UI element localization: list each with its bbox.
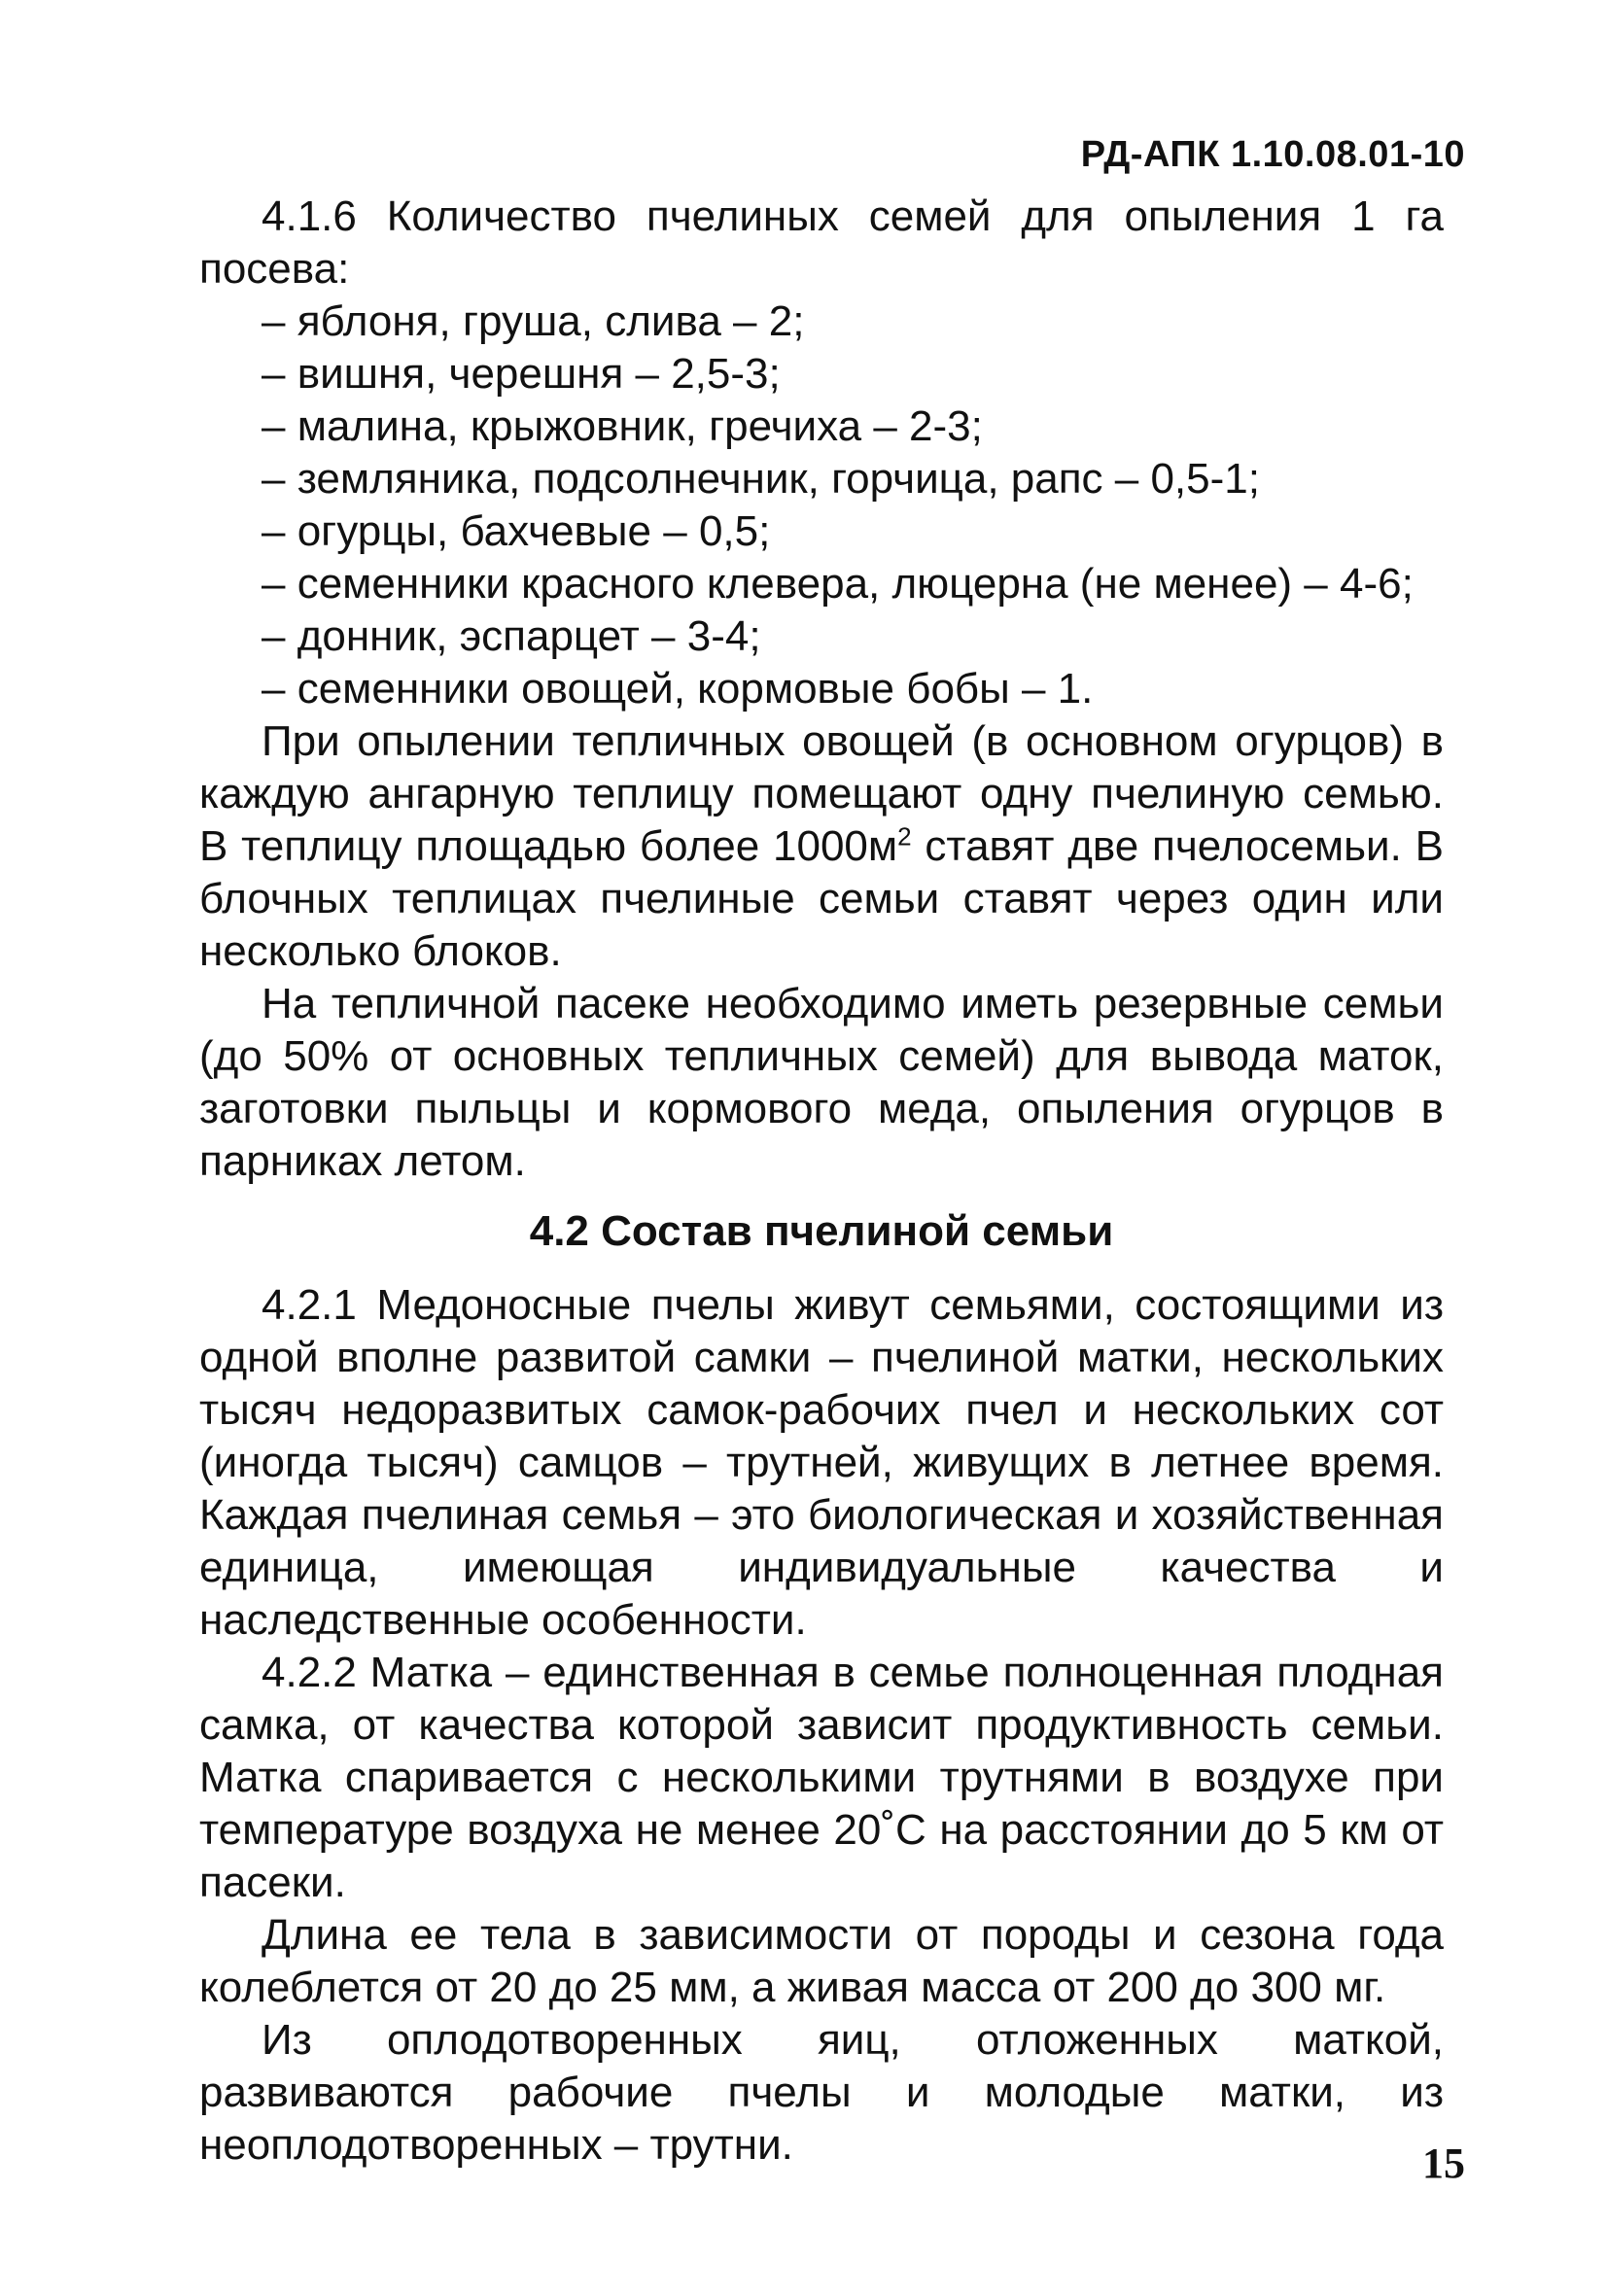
paragraph-body-length: Длина ее тела в зависимости от породы и сезона года колеблется от 20 до 25 мм, а живая масса от 200 до 300 мг. (199, 1911, 1444, 2011)
list-item: – земляника, подсолнечник, горчица, рапс – 0,5-1; (262, 455, 1260, 503)
page-content (199, 191, 1444, 2172)
document-code: РД-АПК 1.10.08.01-10 (1080, 134, 1465, 175)
paragraph-4-2-2: 4.2.2 Матка – единственная в семье полноценная плодная самка, от качества которой зависит продуктивность семьи. Матка спаривается с несколькими трутнями в воздухе при температуре воздуха не менее 20˚С на расстоянии до 5 км от пасеки. (199, 1649, 1444, 1906)
paragraph-4-1-6-intro: 4.1.6 Количество пчелиных семей для опыления 1 га посева: (199, 192, 1444, 293)
greenhouse-text-part1: При опылении тепличных овощей (в основном огурцов) в каждую ангарную теплицу помещают одну пчелиную семью. В теплицу площадью более 1000м (199, 717, 1444, 870)
page-number: 15 (1422, 2139, 1465, 2187)
list-item: – яблоня, груша, слива – 2; (262, 297, 805, 345)
section-heading-4-2: 4.2 Состав пчелиной семьи (529, 1207, 1114, 1255)
paragraph-eggs: Из оплодотворенных яиц, отложенных маткой, развиваются рабочие пчелы и молодые матки, из неоплодотворенных – трутни. (199, 2016, 1444, 2169)
paragraph-4-2-1: 4.2.1 Медоносные пчелы живут семьями, состоящими из одной вполне развитой самки – пчелиной матки, нескольких тысяч недоразвитых самок-рабочих пчел и нескольких сот (иногда тысяч) самцов – трутней, живущих в летнее время. Каждая пчелиная семья – это биологическая и хозяйственная единица, имеющая индивидуальные качества и наследственные особенности. (199, 1281, 1444, 1644)
list-item: – семенники красного клевера, люцерна (не менее) – 4-6; (262, 560, 1414, 608)
paragraph-greenhouse (199, 715, 1444, 978)
list-item: – огурцы, бахчевые – 0,5; (262, 507, 771, 555)
pollination-list (199, 296, 1444, 715)
paragraph-reserve-families: На тепличной пасеке необходимо иметь резервные семьи (до 50% от основных тепличных семей) для вывода маток, заготовки пыльцы и кормового меда, опыления огурцов в парниках летом. (199, 980, 1444, 1185)
list-item: – вишня, черешня – 2,5-3; (262, 350, 781, 398)
superscript-2: 2 (897, 821, 912, 852)
list-item: – семенники овощей, кормовые бобы – 1. (262, 665, 1094, 713)
list-item: – малина, крыжовник, гречиха – 2-3; (262, 402, 983, 450)
list-item: – донник, эспарцет – 3-4; (262, 612, 761, 660)
greenhouse-text-part2: ставят две пчелосемьи. В блочных теплицах пчелиные семьи ставят через один или несколько блоков. (199, 822, 1445, 975)
